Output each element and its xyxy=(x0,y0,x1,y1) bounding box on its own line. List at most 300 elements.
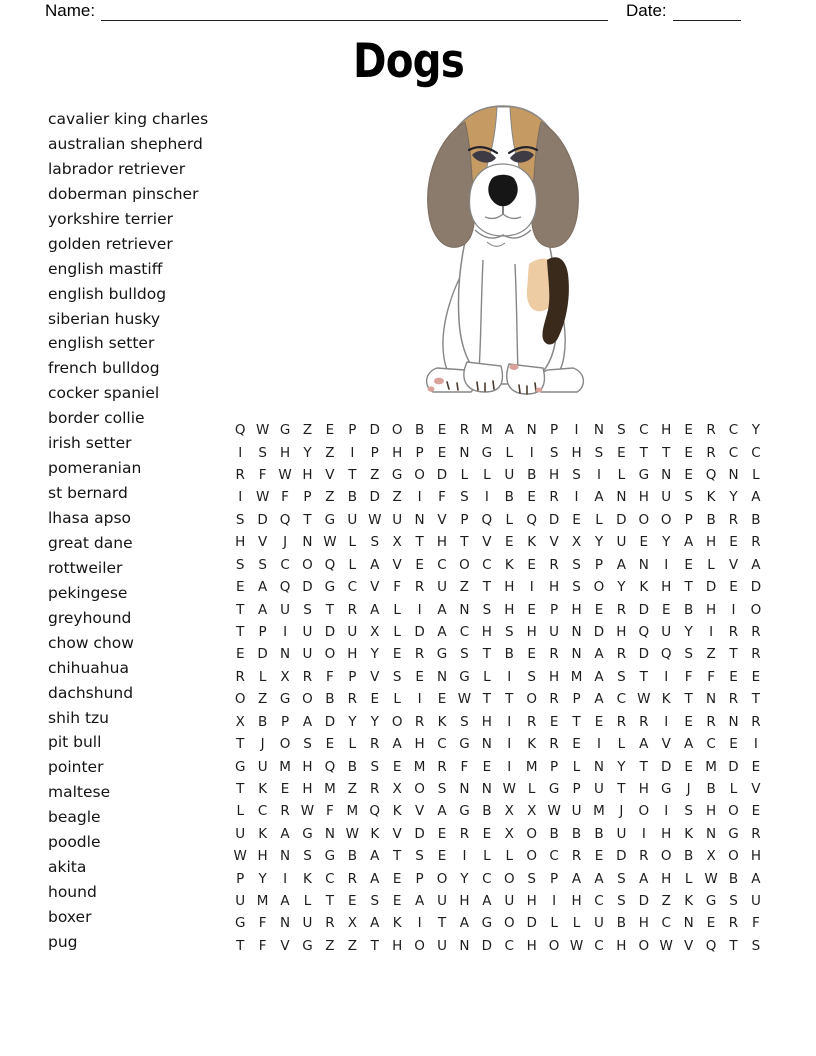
grid-letter: E xyxy=(437,422,447,439)
grid-letter: G xyxy=(638,467,650,484)
grid-letter: R xyxy=(370,736,380,753)
grid-letter: D xyxy=(481,937,493,954)
grid-letter: A xyxy=(392,736,402,753)
grid-letter: U xyxy=(347,511,358,528)
grid-letter: N xyxy=(728,713,739,730)
date-label: Date: xyxy=(626,1,667,20)
grid-letter: S xyxy=(729,893,738,910)
grid-letter: T xyxy=(684,691,693,708)
grid-letter: R xyxy=(370,780,380,797)
grid-letter: S xyxy=(460,646,469,663)
grid-letter: E xyxy=(437,848,447,865)
grid-letter: D xyxy=(302,579,313,596)
grid-letter: L xyxy=(572,758,581,775)
grid-letter: M xyxy=(481,422,493,439)
grid-letter: Q xyxy=(705,937,717,954)
grid-letter: X xyxy=(571,534,582,551)
grid-letter: D xyxy=(661,758,672,775)
grid-letter: D xyxy=(324,713,336,730)
grid-letter: M xyxy=(346,803,359,820)
grid-letter: D xyxy=(638,893,649,910)
grid-letter: K xyxy=(639,579,649,596)
grid-letter: R xyxy=(302,668,313,685)
grid-letter: R xyxy=(527,713,537,730)
grid-letter: K xyxy=(684,893,694,910)
grid-letter: A xyxy=(370,601,380,618)
grid-letter: V xyxy=(258,534,268,551)
grid-letter: X xyxy=(370,624,380,640)
grid-letter: R xyxy=(325,915,335,932)
grid-letter: B xyxy=(347,758,357,775)
grid-letter: R xyxy=(347,691,358,708)
grid-letter: U xyxy=(661,624,672,640)
grid-letter: P xyxy=(550,422,559,439)
grid-letter: S xyxy=(370,758,380,775)
grid-letter: S xyxy=(460,713,469,730)
grid-letter: S xyxy=(684,489,693,506)
grid-letter: L xyxy=(236,803,244,820)
grid-letter: H xyxy=(526,893,537,910)
grid-letter: N xyxy=(280,848,291,865)
grid-letter: O xyxy=(414,937,425,954)
grid-letter: D xyxy=(593,624,605,640)
grid-letter: Q xyxy=(526,511,538,528)
grid-letter: T xyxy=(303,511,312,528)
grid-letter: D xyxy=(750,579,762,596)
ear-right xyxy=(532,122,579,247)
grid-letter: H xyxy=(549,467,560,484)
grid-letter: A xyxy=(751,556,761,573)
grid-letter: I xyxy=(664,556,669,573)
grid-letter: G xyxy=(728,825,739,842)
grid-letter: A xyxy=(594,646,604,663)
grid-letter: S xyxy=(460,489,469,506)
grid-letter: T xyxy=(325,893,335,910)
word-list-item: chihuahua xyxy=(48,658,129,677)
grid-letter: B xyxy=(706,780,716,797)
grid-letter: Y xyxy=(258,870,267,887)
grid-letter: Y xyxy=(729,489,738,506)
grid-letter: I xyxy=(350,444,355,461)
name-input-line xyxy=(101,19,608,21)
grid-letter: K xyxy=(258,825,268,842)
grid-letter: T xyxy=(460,534,469,551)
grid-letter: Z xyxy=(370,467,380,484)
grid-letter: T xyxy=(325,601,335,618)
grid-letter: S xyxy=(370,893,380,910)
grid-letter: H xyxy=(549,668,560,685)
grid-letter: Z xyxy=(347,937,357,954)
grid-letter: E xyxy=(572,511,581,528)
grid-letter: D xyxy=(257,511,268,528)
grid-letter: F xyxy=(326,668,334,685)
grid-letter: E xyxy=(684,713,693,730)
grid-letter: J xyxy=(260,736,265,753)
grid-letter: K xyxy=(706,489,716,506)
grid-letter: E xyxy=(549,713,559,730)
grid-letter: R xyxy=(414,646,425,663)
grid-letter: A xyxy=(459,915,470,932)
grid-letter: L xyxy=(393,624,401,640)
grid-letter: E xyxy=(505,534,514,551)
grid-letter: H xyxy=(571,444,582,461)
grid-letter: B xyxy=(594,825,604,842)
grid-letter: K xyxy=(392,915,402,932)
grid-letter: I xyxy=(664,713,669,730)
grid-letter: V xyxy=(549,534,559,551)
grid-letter: W xyxy=(345,825,359,842)
grid-letter: U xyxy=(302,915,313,932)
grid-letter: Z xyxy=(661,893,671,910)
grid-letter: W xyxy=(502,780,516,797)
grid-letter: A xyxy=(616,556,626,573)
grid-letter: E xyxy=(706,915,716,932)
grid-letter: R xyxy=(751,534,761,551)
grid-letter: L xyxy=(707,556,715,573)
grid-letter: G xyxy=(548,780,560,797)
grid-letter: D xyxy=(436,467,448,484)
grid-letter: R xyxy=(728,511,739,528)
grid-letter: E xyxy=(751,758,761,775)
grid-letter: R xyxy=(616,713,627,730)
grid-letter: G xyxy=(660,780,672,797)
grid-letter: V xyxy=(482,534,492,551)
grid-letter: Y xyxy=(370,713,379,730)
grid-letter: P xyxy=(550,758,559,775)
grid-letter: S xyxy=(594,444,604,461)
grid-letter: Y xyxy=(617,579,626,596)
grid-letter: U xyxy=(750,893,761,910)
grid-letter: U xyxy=(235,825,246,842)
grid-letter: Y xyxy=(348,713,357,730)
grid-letter: R xyxy=(414,579,425,596)
grid-letter: H xyxy=(414,736,425,753)
grid-letter: O xyxy=(503,915,515,932)
grid-letter: M xyxy=(525,758,538,775)
grid-letter: P xyxy=(415,444,424,461)
word-list-item: rottweiler xyxy=(48,558,123,577)
word-list-item: pug xyxy=(48,932,78,951)
grid-letter: C xyxy=(751,444,761,461)
ear-left xyxy=(428,122,475,247)
word-list-item: doberman pinscher xyxy=(48,184,199,203)
grid-letter: R xyxy=(728,624,739,640)
grid-letter: E xyxy=(661,601,671,618)
grid-letter: B xyxy=(571,825,582,842)
grid-letter: R xyxy=(728,915,739,932)
grid-letter: G xyxy=(459,803,470,820)
grid-letter: H xyxy=(302,467,313,484)
grid-letter: C xyxy=(482,870,492,887)
grid-letter: R xyxy=(549,736,559,753)
grid-letter: O xyxy=(503,870,515,887)
grid-letter: I xyxy=(529,444,534,461)
grid-letter: E xyxy=(415,668,424,685)
grid-letter: H xyxy=(481,624,492,640)
grid-letter: Y xyxy=(303,444,312,461)
grid-letter: I xyxy=(664,668,669,685)
grid-letter: M xyxy=(256,893,269,910)
grid-letter: A xyxy=(258,601,268,618)
grid-letter: I xyxy=(596,467,601,484)
grid-letter: Q xyxy=(324,758,336,775)
grid-letter: I xyxy=(753,736,758,753)
grid-letter: E xyxy=(572,736,581,753)
grid-letter: H xyxy=(347,646,358,663)
grid-letter: S xyxy=(303,601,312,618)
grid-letter: R xyxy=(706,422,716,439)
grid-letter: I xyxy=(417,691,422,708)
grid-letter: O xyxy=(548,937,560,954)
grid-letter: V xyxy=(392,825,402,842)
grid-letter: T xyxy=(751,691,761,708)
grid-letter: H xyxy=(279,444,291,461)
grid-letter: V xyxy=(728,556,739,573)
grid-letter: X xyxy=(235,713,245,730)
grid-letter: A xyxy=(594,691,604,708)
grid-letter: E xyxy=(235,646,245,663)
grid-letter: K xyxy=(258,780,268,797)
grid-letter: P xyxy=(594,556,604,573)
grid-letter: A xyxy=(504,422,514,439)
word-list-item: golden retriever xyxy=(48,234,173,253)
grid-letter: W xyxy=(659,937,673,954)
grid-letter: R xyxy=(571,848,582,865)
grid-letter: E xyxy=(437,691,447,708)
grid-letter: N xyxy=(436,668,448,685)
grid-letter: R xyxy=(235,668,245,685)
grid-letter: N xyxy=(414,511,425,528)
grid-letter: F xyxy=(258,467,267,484)
grid-letter: I xyxy=(417,601,422,618)
grid-letter: N xyxy=(481,736,492,753)
grid-letter: N xyxy=(481,780,492,797)
grid-letter: A xyxy=(370,915,380,932)
word-list-item: dachshund xyxy=(48,683,134,702)
grid-letter: I xyxy=(574,489,579,506)
grid-letter: N xyxy=(661,467,672,484)
grid-letter: H xyxy=(302,758,313,775)
grid-letter: T xyxy=(729,646,738,663)
grid-letter: A xyxy=(594,668,604,685)
grid-letter: F xyxy=(684,668,693,685)
grid-letter: H xyxy=(638,780,649,797)
grid-letter: P xyxy=(258,624,267,640)
grid-letter: H xyxy=(571,601,582,618)
word-list-item: cocker spaniel xyxy=(48,384,160,403)
grid-letter: Q xyxy=(324,556,336,573)
grid-letter: T xyxy=(236,736,245,753)
grid-letter: H xyxy=(392,937,403,954)
grid-letter: V xyxy=(661,736,671,753)
grid-letter: V xyxy=(370,579,380,596)
grid-letter: T xyxy=(393,848,402,865)
grid-letter: U xyxy=(594,915,604,932)
grid-letter: X xyxy=(280,668,290,685)
grid-letter: L xyxy=(550,915,558,932)
grid-letter: G xyxy=(324,848,336,865)
grid-letter: R xyxy=(751,825,761,842)
grid-letter: G xyxy=(279,691,291,708)
grid-letter: C xyxy=(504,937,514,954)
grid-letter: O xyxy=(324,646,336,663)
grid-letter: P xyxy=(684,511,693,528)
grid-letter: P xyxy=(348,668,357,685)
grid-letter: A xyxy=(280,893,290,910)
front-paw-left xyxy=(464,362,503,392)
grid-letter: H xyxy=(750,848,761,865)
grid-letter: K xyxy=(303,870,312,887)
grid-letter: W xyxy=(637,691,651,708)
grid-letter: F xyxy=(326,803,334,820)
grid-letter: O xyxy=(436,870,448,887)
grid-letter: E xyxy=(392,646,402,663)
grid-letter: L xyxy=(393,601,401,618)
grid-letter: L xyxy=(684,870,693,887)
grid-letter: C xyxy=(347,579,358,596)
grid-letter: B xyxy=(549,825,559,842)
grid-letter: A xyxy=(751,489,761,506)
grid-letter: L xyxy=(258,668,267,685)
grid-letter: S xyxy=(235,556,245,573)
grid-letter: S xyxy=(258,444,267,461)
grid-letter: P xyxy=(460,511,469,528)
grid-letter: U xyxy=(504,893,515,910)
grid-letter: I xyxy=(507,736,512,753)
grid-letter: D xyxy=(369,489,380,506)
grid-letter: K xyxy=(504,556,514,573)
grid-letter: O xyxy=(593,579,605,596)
grid-letter: A xyxy=(370,848,380,865)
grid-letter: E xyxy=(348,893,357,910)
grid-letter: E xyxy=(415,556,424,573)
grid-letter: O xyxy=(638,937,650,954)
grid-letter: I xyxy=(283,624,288,640)
grid-letter: Q xyxy=(638,624,650,640)
grid-letter: G xyxy=(436,646,448,663)
grid-letter: G xyxy=(481,444,493,461)
grid-letter: N xyxy=(526,422,537,439)
grid-letter: L xyxy=(505,444,514,461)
grid-letter: E xyxy=(392,870,402,887)
grid-letter: C xyxy=(639,422,649,439)
grid-letter: D xyxy=(324,624,336,640)
grid-letter: Z xyxy=(325,444,335,461)
grid-letter: C xyxy=(728,422,739,439)
grid-letter: N xyxy=(706,691,717,708)
grid-letter: A xyxy=(302,713,313,730)
grid-letter: I xyxy=(529,579,534,596)
grid-letter: K xyxy=(527,534,537,551)
word-list-item: labrador retriever xyxy=(48,159,186,178)
grid-letter: S xyxy=(572,579,581,596)
grid-letter: E xyxy=(527,601,536,618)
grid-letter: G xyxy=(705,893,717,910)
grid-letter: Q xyxy=(481,511,493,528)
grid-letter: E xyxy=(751,668,761,685)
grid-letter: O xyxy=(414,467,425,484)
grid-letter: B xyxy=(504,489,514,506)
grid-letter: I xyxy=(731,601,736,618)
grid-letter: I xyxy=(596,736,601,753)
grid-letter: E xyxy=(729,736,738,753)
grid-letter: T xyxy=(639,758,648,775)
grid-letter: Q xyxy=(234,422,246,439)
grid-letter: N xyxy=(459,937,470,954)
grid-letter: R xyxy=(347,870,358,887)
grid-letter: U xyxy=(594,780,604,797)
grid-letter: I xyxy=(574,422,579,439)
grid-letter: U xyxy=(616,825,627,842)
grid-letter: V xyxy=(280,937,290,954)
grid-letter: H xyxy=(661,825,672,842)
grid-letter: C xyxy=(594,937,604,954)
grid-letter: S xyxy=(303,736,312,753)
grid-letter: C xyxy=(437,556,447,573)
grid-letter: R xyxy=(706,713,716,730)
grid-letter: Z xyxy=(392,489,402,506)
grid-letter: S xyxy=(684,803,693,820)
grid-letter: N xyxy=(638,556,649,573)
grid-letter: D xyxy=(257,646,268,663)
grid-letter: M xyxy=(324,780,336,797)
grid-letter: Q xyxy=(279,511,291,528)
grid-letter: B xyxy=(504,646,514,663)
grid-letter: H xyxy=(661,579,672,596)
grid-letter: V xyxy=(437,511,447,528)
word-list-item: pekingese xyxy=(48,583,128,602)
grid-letter: L xyxy=(483,848,491,865)
word-list-item: english mastiff xyxy=(48,259,163,278)
grid-letter: B xyxy=(684,601,694,618)
grid-letter: H xyxy=(526,624,537,640)
grid-letter: A xyxy=(414,893,425,910)
grid-letter: P xyxy=(348,422,357,439)
grid-letter: F xyxy=(281,489,289,506)
grid-letter: H xyxy=(257,848,268,865)
grid-letter: E xyxy=(527,556,536,573)
grid-letter: A xyxy=(437,803,447,820)
beagle-puppy-illustration xyxy=(413,102,597,406)
grid-letter: D xyxy=(638,646,649,663)
grid-letter: O xyxy=(279,736,291,753)
grid-letter: S xyxy=(370,534,380,551)
grid-letter: U xyxy=(437,893,447,910)
grid-letter: N xyxy=(459,601,470,618)
grid-letter: S xyxy=(258,556,267,573)
grid-letter: K xyxy=(370,825,380,842)
word-list-item: lhasa apso xyxy=(48,509,132,527)
grid-letter: T xyxy=(639,668,648,685)
grid-letter: O xyxy=(234,691,246,708)
word-list-item: english setter xyxy=(48,334,155,353)
grid-letter: T xyxy=(370,937,379,954)
grid-letter: A xyxy=(594,489,604,506)
grid-letter: D xyxy=(414,825,425,842)
word-list-item: hound xyxy=(48,883,97,902)
grid-letter: U xyxy=(504,467,515,484)
grid-letter: Q xyxy=(279,579,291,596)
grid-letter: T xyxy=(482,579,491,596)
grid-letter: A xyxy=(280,825,290,842)
grid-letter: T xyxy=(572,713,581,730)
grid-letter: U xyxy=(549,624,560,640)
grid-letter: G xyxy=(302,825,313,842)
grid-letter: O xyxy=(302,556,313,573)
grid-letter: W xyxy=(255,422,270,439)
grid-letter: G xyxy=(459,668,470,685)
grid-letter: L xyxy=(483,467,491,484)
